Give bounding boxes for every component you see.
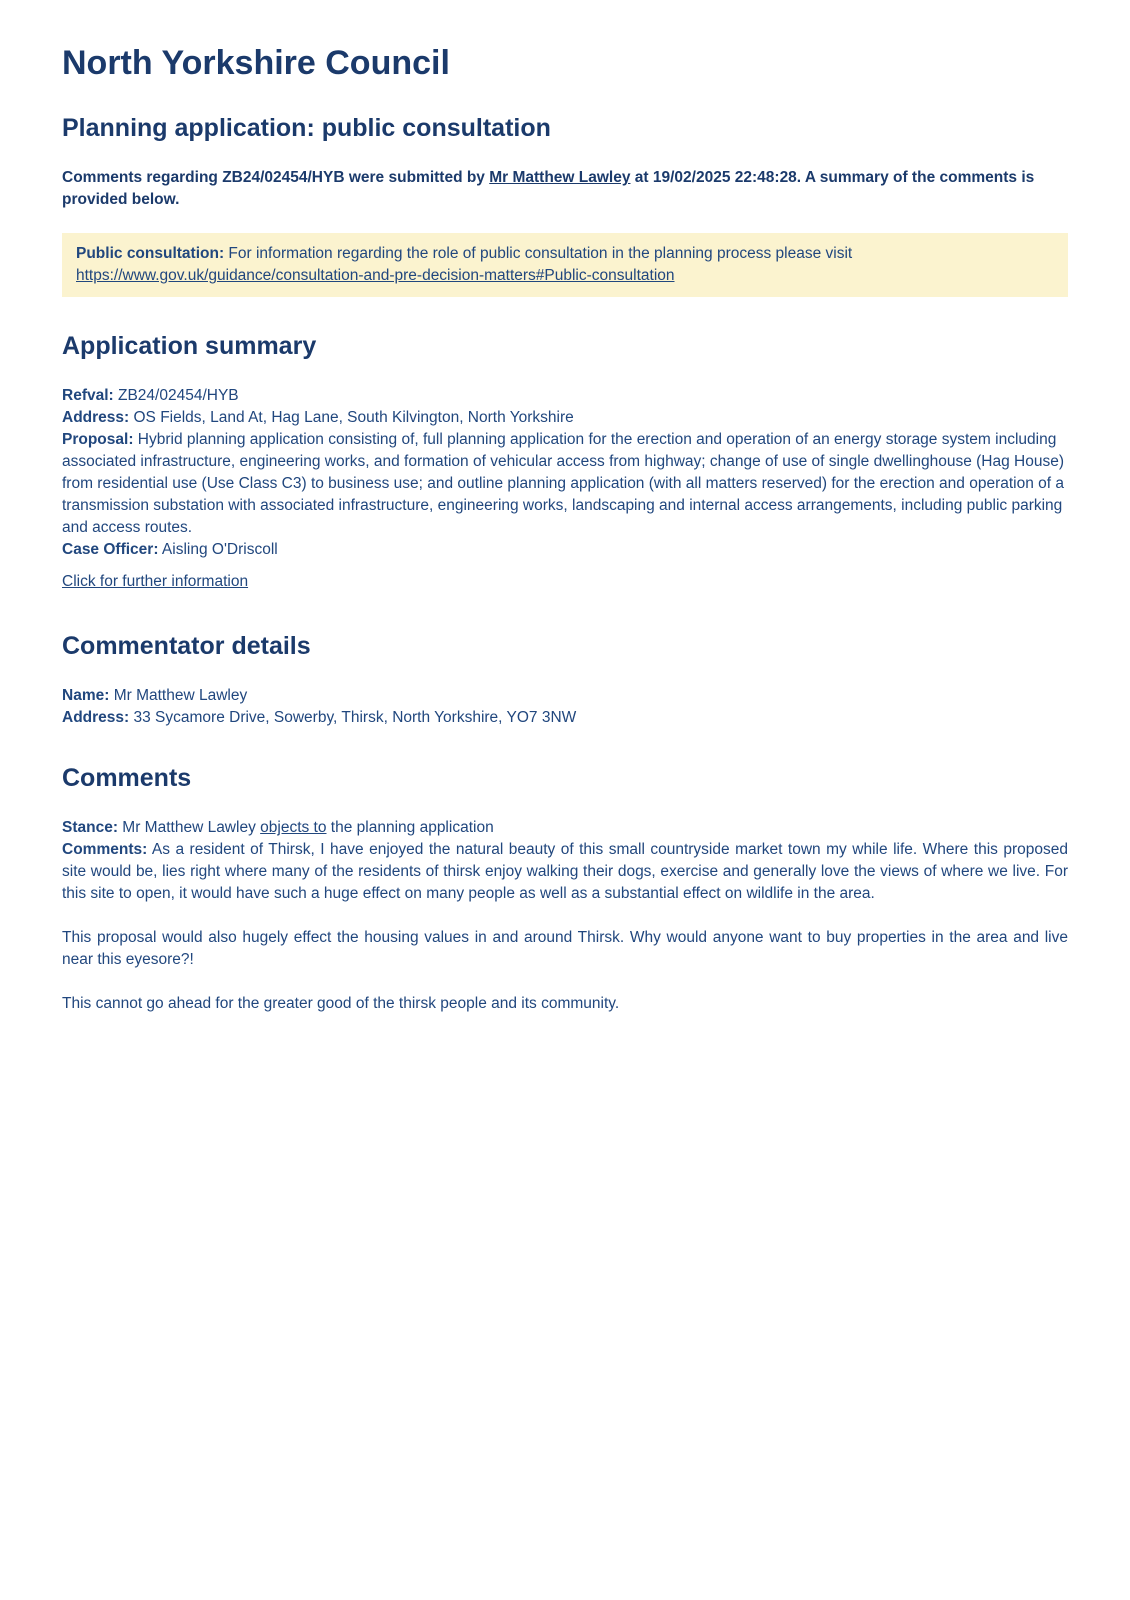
field-proposal-value: Hybrid planning application consisting of, full planning application for the erection and operation of an energy storage system including associated infrastructure, engineering works, and formation of vehicular access from highway; change of use of single dwellinghouse (Hag House) from residential use (Use Class C3) to business use; and outline planning application (with all matters reserved) for the erection and operation of a transmission substation with associated infrastructure, engineering works, landscaping and internal access arrangements, including public parking and access routes. — [62, 431, 1065, 537]
field-refval — [62, 385, 1068, 407]
notice-label: Public consultation: — [76, 245, 225, 263]
page-title: North Yorkshire Council — [62, 44, 450, 82]
submission-summary-suffix: at 19/02/2025 22:48:28. A summary of the comments is provided below. — [62, 169, 1035, 209]
field-case-officer — [62, 539, 1068, 561]
stance-pre: Mr Matthew Lawley — [118, 819, 261, 837]
field-refval-value: ZB24/02454/HYB — [113, 387, 239, 405]
notice-text — [76, 243, 1054, 287]
field-address — [62, 407, 1068, 429]
comments-heading: Comments — [62, 764, 192, 793]
stance-label: Stance: — [62, 819, 118, 837]
commentator-details-heading: Commentator details — [62, 632, 311, 661]
field-name-value: Mr Matthew Lawley — [109, 687, 248, 705]
stance-post: the planning application — [326, 819, 494, 837]
field-commentator-address-value: 33 Sycamore Drive, Sowerby, Thirsk, North Yorkshire, YO7 3NW — [129, 709, 577, 727]
field-case-officer-label: Case Officer: — [62, 541, 159, 559]
field-proposal — [62, 429, 1068, 539]
gov-uk-consultation-link[interactable]: https://www.gov.uk/guidance/consultation-and-pre-decision-matters#Public-consultation — [76, 267, 675, 285]
field-address-value: OS Fields, Land At, Hag Lane, South Kilvington, North Yorkshire — [129, 409, 574, 427]
stance-line — [62, 817, 1068, 839]
comments-body — [62, 817, 1068, 1015]
stance-objects-link[interactable]: objects to — [260, 819, 327, 837]
field-commentator-address-label: Address: — [62, 709, 130, 727]
application-summary-heading: Application summary — [62, 332, 317, 361]
public-consultation-notice — [62, 233, 1068, 297]
further-information-link[interactable]: Click for further information — [62, 573, 249, 591]
comment-paragraph — [62, 839, 1068, 905]
comment-paragraph: This proposal would also hugely effect the housing values in and around Thirsk. Why would anyone want to buy properties in the area and live near this eyesore?! — [62, 929, 1068, 969]
page-subtitle: Planning application: public consultation — [62, 114, 551, 143]
field-commentator-address — [62, 707, 1068, 729]
submitter-link[interactable]: Mr Matthew Lawley — [489, 169, 631, 187]
comment-paragraph-text: As a resident of Thirsk, I have enjoyed the natural beauty of this small countryside market town my while life. Where this proposed site would be, lies right where many of the residents of thirsk enjoy walking their dogs, exercise and generally love the views of where we live. For this site to open, it would have such a huge effect on many people as well as a substantial effect on wildlife in the area. — [62, 841, 1068, 903]
submission-summary — [62, 167, 1068, 211]
submission-summary-prefix: Comments regarding ZB24/02454/HYB were submitted by — [62, 169, 490, 187]
comments-label: Comments: — [62, 841, 148, 859]
commentator-details-fields — [62, 685, 1068, 729]
field-proposal-label: Proposal: — [62, 431, 134, 449]
field-name-label: Name: — [62, 687, 110, 705]
field-name — [62, 685, 1068, 707]
comment-paragraph: This cannot go ahead for the greater good of the thirsk people and its community. — [62, 995, 620, 1013]
field-case-officer-value: Aisling O'Driscoll — [158, 541, 278, 559]
application-summary-fields — [62, 385, 1068, 561]
field-address-label: Address: — [62, 409, 130, 427]
field-refval-label: Refval: — [62, 387, 114, 405]
notice-body: For information regarding the role of public consultation in the planning process please visit — [224, 245, 853, 263]
